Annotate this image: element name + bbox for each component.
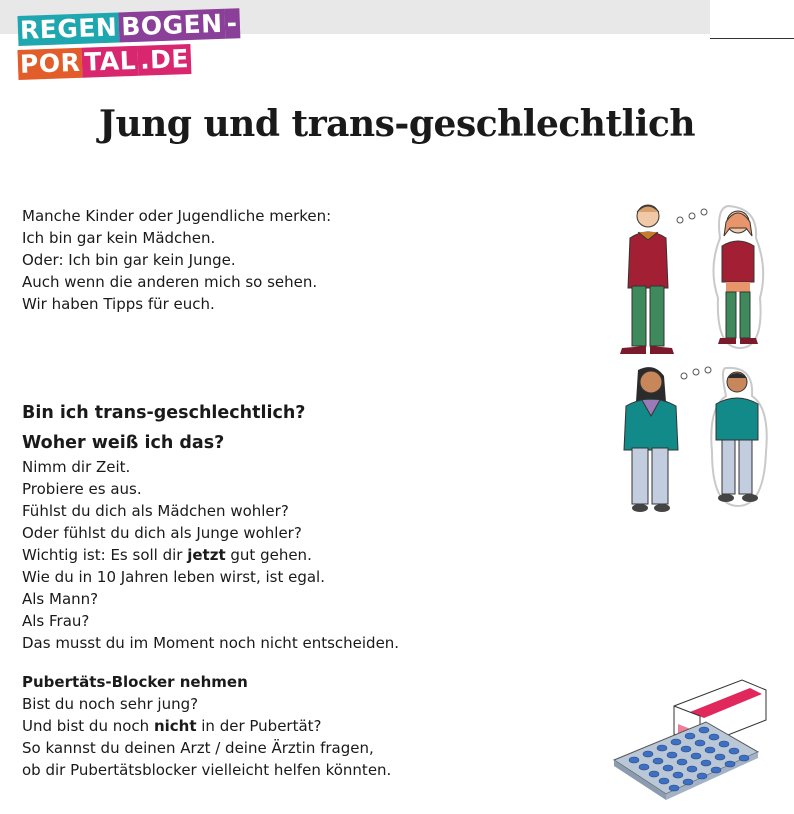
intro-line: Oder: Ich bin gar kein Junge.	[22, 251, 236, 269]
section1-line: Wie du in 10 Jahren leben wirst, ist egal.	[22, 568, 325, 586]
logo-seg-bogen: BOGEN	[119, 9, 225, 43]
intro-line: Auch wenn die anderen mich so sehen.	[22, 273, 318, 291]
logo-seg-tal: TAL	[82, 46, 139, 78]
wichtig-line	[22, 544, 399, 566]
logo-seg-de: .DE	[138, 44, 192, 76]
section2-line: Bist du noch sehr jung?	[22, 695, 199, 713]
regenbogen-portal-logo[interactable]	[18, 8, 238, 82]
logo-seg-regen: REGEN	[17, 12, 119, 46]
trans-girl-illustration	[608, 198, 778, 360]
section1-line: Fühlst du dich als Mädchen wohler?	[22, 502, 289, 520]
section1-line: Als Frau?	[22, 612, 90, 630]
intro-text	[22, 205, 331, 315]
top-rule	[710, 38, 794, 39]
section2-line	[22, 715, 391, 737]
intro-line: Manche Kinder oder Jugendliche merken:	[22, 207, 332, 225]
section1-line: Nimm dir Zeit.	[22, 458, 131, 476]
logo-seg-por: POR	[17, 48, 82, 80]
section1-line: Das musst du im Moment noch nicht entscheiden.	[22, 634, 400, 652]
nicht-suffix: in der Pubertät?	[196, 717, 322, 735]
intro-line: Wir haben Tipps für euch.	[22, 295, 215, 313]
pill-pack-illustration	[612, 676, 770, 814]
section2-heading: Pubertäts-Blocker nehmen	[22, 673, 248, 691]
section1-heading-1: Bin ich trans-geschlechtlich?	[22, 403, 306, 423]
wichtig-suffix: gut gehen.	[225, 546, 312, 564]
intro-line: Ich bin gar kein Mädchen.	[22, 229, 216, 247]
wichtig-prefix: Wichtig ist: Es soll dir	[22, 546, 188, 564]
section1-line: Probiere es aus.	[22, 480, 142, 498]
logo-row-1	[17, 8, 239, 46]
section2-line: ob dir Pubertätsblocker vielleicht helfen könnten.	[22, 761, 392, 779]
page-title: Jung und trans-geschlechtlich	[98, 103, 696, 145]
trans-boy-illustration	[608, 362, 778, 518]
wichtig-bold: jetzt	[187, 546, 226, 564]
logo-seg-dash: -	[224, 8, 240, 39]
section1-body	[22, 456, 399, 654]
section1-heading-2: Woher weiß ich das?	[22, 433, 225, 453]
section1-line: Oder fühlst du dich als Junge wohler?	[22, 524, 302, 542]
nicht-prefix: Und bist du noch	[22, 717, 154, 735]
section1-line: Als Mann?	[22, 590, 99, 608]
nicht-bold: nicht	[153, 717, 197, 735]
section2-body	[22, 693, 391, 781]
section2-line: So kannst du deinen Arzt / deine Ärztin fragen,	[22, 739, 374, 757]
logo-row-2	[17, 44, 191, 80]
